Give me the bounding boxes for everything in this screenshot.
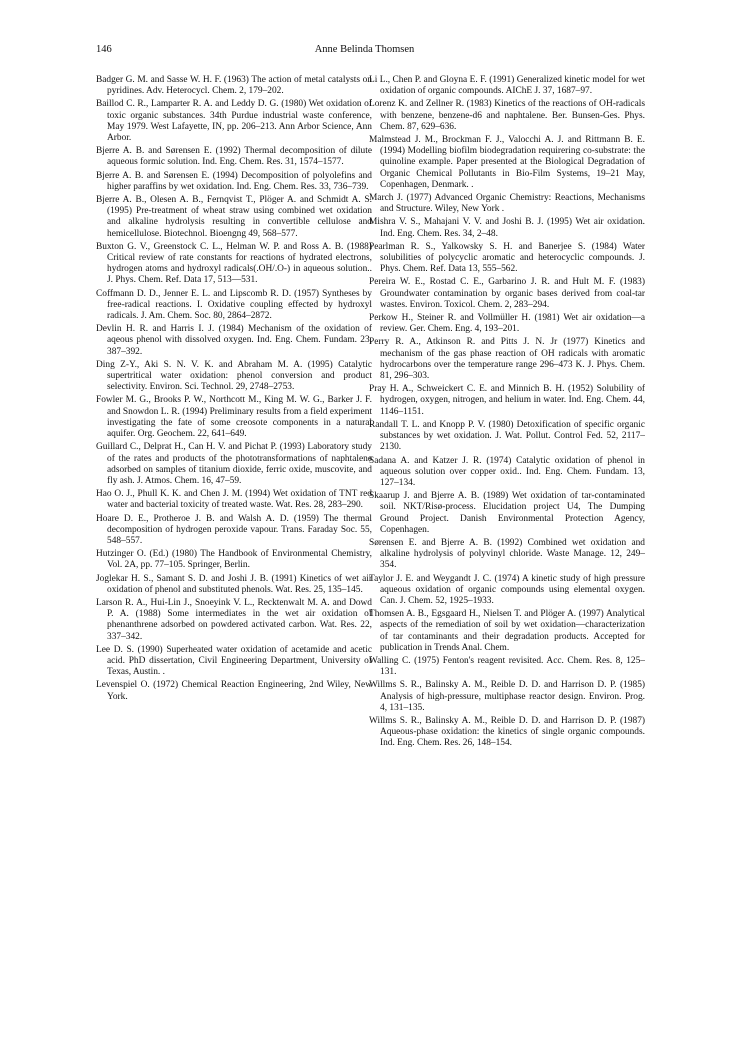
running-head: Anne Belinda Thomsen: [314, 44, 415, 55]
reference-entry: Pray H. A., Schweickert C. E. and Minnich B. H. (1952) Solubility of hydrogen, oxygen, nitrogen, and helium in water. Ind. Eng. Chem. 44, 1146–1151.: [369, 384, 645, 417]
reference-entry: Baillod C. R., Lamparter R. A. and Leddy D. G. (1980) Wet oxidation of toxic organic substances. 34th Purdue industrial waste conference, May 1979. West Lafayette, IN, pp. 206–213. Ann Arbor Science, Ann Arbor.: [96, 99, 372, 144]
reference-entry: Pearlman R. S., Yalkowsky S. H. and Banerjee S. (1984) Water solubilities of polycyclic aromatic and heterocyclic compounds. J. Phys. Chem. Ref. Data 13, 555–562.: [369, 241, 645, 275]
reference-entry: Bjerre A. B. and Sørensen E. (1994) Decomposition of polyolefins and higher paraffins by wet oxidation. Ind. Eng. Chem. Res. 33, 736–739.: [96, 170, 372, 192]
reference-entry: Hoare D. E., Protheroe J. B. and Walsh A. D. (1959) The thermal decomposition of hydrogen peroxide vapour. Trans. Faraday Soc. 55, 548–557.: [96, 513, 372, 546]
reference-entry: Hutzinger O. (Ed.) (1980) The Handbook of Environmental Chemistry, Vol. 2A, pp. 77–105. Springer, Berlin.: [96, 549, 372, 571]
reference-entry: Sørensen E. and Bjerre A. B. (1992) Combined wet oxidation and alkaline hydrolysis of polyvinyl chloride. Waste Manage. 12, 249–354.: [369, 537, 645, 571]
reference-entry: Guillard C., Delprat H., Can H. V. and Pichat P. (1993) Laboratory study of the rates and products of the phototransformations of naphtalene adsorbed on samples of titanium dioxide, ferric oxide, muscovite, and fly ash. J. Atmos. Chem. 16, 47–59.: [96, 442, 372, 486]
reference-entry: Perry R. A., Atkinson R. and Pitts J. N. Jr (1977) Kinetics and mechanism of the gas phase reaction of OH radicals with aromatic hydrocarbons over the temperature range 296–473 K. J. Phys. Chem. 81, 296–303.: [369, 337, 645, 382]
reference-entry: Randall T. L. and Knopp P. V. (1980) Detoxification of specific organic substances by wet oxidation. J. Wat. Pollut. Control Fed. 52, 2117–2130.: [369, 419, 645, 453]
reference-entry: Devlin H. R. and Harris I. J. (1984) Mechanism of the oxidation of aqeous phenol with dissolved oxygen. Ind. Eng. Chem. Fundam. 23, 387–392.: [96, 324, 372, 357]
reference-entry: Hao O. J., Phull K. K. and Chen J. M. (1994) Wet oxidation of TNT red water and bacterial toxicity of treated waste. Wat. Res. 28, 283–290.: [96, 489, 372, 511]
references-right-column: [369, 75, 645, 752]
reference-entry: Buxton G. V., Greenstock C. L., Helman W. P. and Ross A. B. (1988) Critical review of rate constants for reactions of hydrated electrons, hydrogen atoms and hydroxyl radicals(.OH/.O-) in aqueous solution.. J. Phys. Chem. Ref. Data 17, 513—531.: [96, 241, 372, 286]
reference-entry: Willms S. R., Balinsky A. M., Reible D. D. and Harrison D. P. (1987) Aqueous-phase oxidation: the kinetics of single organic compounds. Ind. Eng. Chem. Res. 26, 148–154.: [369, 715, 645, 749]
page-header: [0, 44, 729, 58]
reference-entry: Walling C. (1975) Fenton's reagent revisited. Acc. Chem. Res. 8, 125–131.: [369, 655, 645, 678]
reference-entry: Fowler M. G., Brooks P. W., Northcott M., King M. W. G., Barker J. F. and Snowdon L. R. (1994) Preliminary results from a field experiment investigating the fate of some creosote components in a natural aquifer. Org. Geochem. 22, 641–649.: [96, 395, 372, 440]
reference-entry: Mishra V. S., Mahajani V. V. and Joshi B. J. (1995) Wet air oxidation. Ind. Eng. Chem. Res. 34, 2–48.: [369, 217, 645, 239]
reference-entry: Larson R. A., Hui-Lin J., Snoeyink V. L., Recktenwalt M. A. and Dowd P. A. (1988) Some intermediates in the wet air oxidation of phenanthrene adsorbed on powdered activated carbon. Wat. Res. 22, 337–342.: [96, 597, 372, 642]
reference-entry: Thomsen A. B., Egsgaard H., Nielsen T. and Plöger A. (1997) Analytical aspects of the remediation of soil by wet oxidation—characterization of tar contaminants and their degradation products. Accepted for publication in Trends Anal. Chem.: [369, 609, 645, 653]
reference-entry: Coffmann D. D., Jenner E. L. and Lipscomb R. D. (1957) Syntheses by free-radical reactions. I. Oxidative coupling effected by hydroxyl radicals. J. Am. Chem. Soc. 80, 2864–2872.: [96, 288, 372, 322]
reference-entry: Lee D. S. (1990) Superheated water oxidation of acetamide and acetic acid. PhD dissertation, Civil Engineering Department, University of Texas, Austin. .: [96, 644, 372, 678]
reference-entry: Perkow H., Steiner R. and Vollmüller H. (1981) Wet air oxidation—a review. Ger. Chem. Eng. 4, 193–201.: [369, 313, 645, 335]
reference-entry: Lorenz K. and Zellner R. (1983) Kinetics of the reactions of OH-radicals with benzene, benzene-d6 and naphtalene. Ber. Bunsen-Ges. Phys. Chem. 87, 629–636.: [369, 99, 645, 132]
reference-entry: Bjerre A. B., Olesen A. B., Fernqvist T., Plöger A. and Schmidt A. S. (1995) Pre-treatment of wheat straw using combined wet oxidation and alkaline hydrolysis resulting in convertible cellulose and hemicellulose. Biotechnol. Bioengng 49, 568–577.: [96, 195, 372, 239]
reference-entry: Malmstead J. M., Brockman F. J., Valocchi A. J. and Rittmann B. E. (1994) Modelling biofilm biodegradation requirering co-substrate: the quinoline example. Paper presented at the Biological Degradation of Organic Chemical Pollutants in Bio-Film Systems, 19–21 May, Copenhagen, Denmark. .: [369, 135, 645, 190]
reference-entry: Skaarup J. and Bjerre A. B. (1989) Wet oxidation of tar-contaminated soil. NKT/Risø-process. Elucidation project U4, The Dumping Ground Project. Danish Environmental Protection Agency, Copenhagen.: [369, 491, 645, 535]
references-left-column: [96, 75, 372, 705]
reference-entry: Willms S. R., Balinsky A. M., Reible D. D. and Harrison D. P. (1985) Analysis of high-pressure, multiphase reactor design. Environ. Prog. 4, 131–135.: [369, 680, 645, 713]
reference-entry: Taylor J. E. and Weygandt J. C. (1974) A kinetic study of high pressure aqueous oxidation of organic compounds using elemental oxygen. Can. J. Chem. 52, 1925–1933.: [369, 573, 645, 606]
reference-entry: March J. (1977) Advanced Organic Chemistry: Reactions, Mechanisms and Structure. Wiley, New York .: [369, 193, 645, 215]
reference-entry: Ding Z-Y., Aki S. N. V. K. and Abraham M. A. (1995) Catalytic supertritical water oxidation: phenol conversion and product selectivity. Environ. Sci. Technol. 29, 2748–2753.: [96, 359, 372, 393]
reference-entry: Levenspiel O. (1972) Chemical Reaction Engineering, 2nd Wiley, New York.: [96, 680, 372, 702]
reference-entry: Badger G. M. and Sasse W. H. F. (1963) The action of metal catalysts on pyridines. Adv. Heterocycl. Chem. 2, 179–202.: [96, 75, 372, 97]
page-number: 146: [96, 44, 112, 55]
reference-entry: Joglekar H. S., Samant S. D. and Joshi J. B. (1991) Kinetics of wet air oxidation of phenol and substituted phenols. Wat. Res. 25, 135–145.: [96, 573, 372, 595]
reference-entry: Sadana A. and Katzer J. R. (1974) Catalytic oxidation of phenol in aqueous solution over copper oxid.. Ind. Eng. Chem. Fundam. 13, 127–134.: [369, 455, 645, 488]
reference-entry: Li L., Chen P. and Gloyna E. F. (1991) Generalized kinetic model for wet oxidation of organic compounds. AIChE J. 37, 1687–97.: [369, 75, 645, 97]
reference-entry: Bjerre A. B. and Sørensen E. (1992) Thermal decomposition of dilute aqueous formic solution. Ind. Eng. Chem. Res. 31, 1574–1577.: [96, 146, 372, 168]
reference-entry: Pereira W. E., Rostad C. E., Garbarino J. R. and Hult M. F. (1983) Groundwater contamination by organic bases derived from coal-tar wastes. Environ. Toxicol. Chem. 2, 283–294.: [369, 277, 645, 310]
